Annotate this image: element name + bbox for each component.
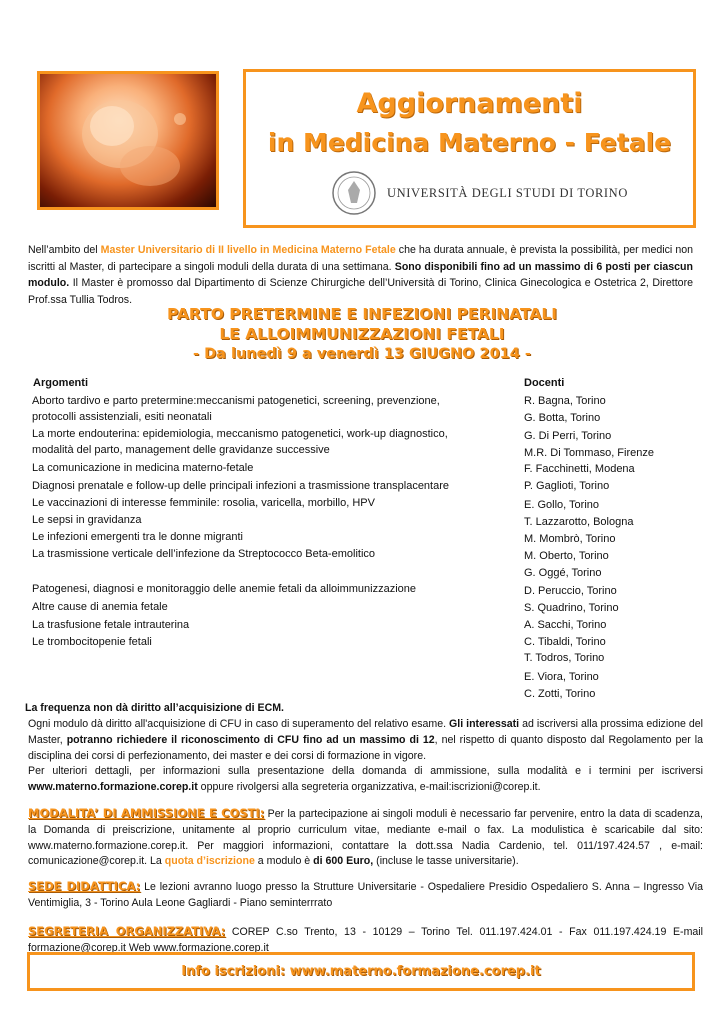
master-name: Master Universitario di II livello in Medicina Materno Fetale: [100, 244, 396, 256]
intro-text: Nell’ambito del: [28, 244, 101, 256]
teacher-item: R. Bagna, Torino: [524, 395, 606, 407]
teacher-item: C. Zotti, Torino: [524, 688, 596, 700]
seats-note: Sono disponibili fino ad un massimo di 6 posti per ciascun modulo.: [28, 260, 694, 289]
teacher-item: E. Gollo, Torino: [524, 499, 600, 511]
topic-item: La comunicazione in medicina materno-fetale: [32, 462, 254, 474]
admission-text: (incluse le tasse universitarie).: [373, 855, 519, 868]
title-box: [243, 69, 696, 228]
teachers-header: Docenti: [524, 377, 565, 389]
module-title-line1: PARTO PRETERMINE E INFEZIONI PERINATALI: [166, 305, 558, 323]
teacher-item: C. Tibaldi, Torino: [524, 636, 606, 648]
topic-item: modalità del parto, management delle gravidanze successive: [32, 444, 330, 456]
admission-text: Per la partecipazione ai singoli moduli è necessario far pervenire, entro la data di scadenza, la Domanda di preiscrizione, unitamente al proprio curriculum vitae, mediante e-mail o fax. La modulistica è scaricabile dal sito: www.materno.formazione.corep.it. Per maggiori informazioni, contattare la dott.ssa Nadia Cardenio, tel. 011/197.424.57 , e-mail: comunicazione@corep.it. La: [28, 808, 703, 868]
teacher-item: G. Di Perri, Torino: [524, 430, 612, 442]
topic-item: Le sepsi in gravidanza: [32, 514, 142, 526]
cfu-text: ad iscriversi alla prossima edizione del Master,: [28, 718, 703, 746]
teacher-item: D. Peruccio, Torino: [524, 585, 617, 597]
teacher-item: T. Todros, Torino: [524, 652, 605, 664]
cfu-bold: Gli interessati: [449, 718, 520, 730]
university-name: UNIVERSITÀ DEGLI STUDI DI TORINO: [387, 185, 628, 200]
teacher-item: M. Oberto, Torino: [524, 550, 609, 562]
topic-item: Diagnosi prenatale e follow-up delle principali infezioni a trasmissione transplacentare: [32, 480, 450, 492]
topic-item: La trasfusione fetale intrauterina: [32, 619, 190, 631]
fee-amount: di 600 Euro,: [313, 855, 374, 868]
topic-item: Le trombocitopenie fetali: [32, 636, 152, 648]
admission-label: MODALITA’ DI AMMISSIONE E COSTI:: [28, 806, 265, 820]
info-box[interactable]: Info iscrizioni: www.materno.formazione.corep.it: [27, 952, 695, 991]
topic-item: Le infezioni emergenti tra le donne migranti: [32, 531, 243, 543]
website-link[interactable]: www.materno.formazione.corep.it: [28, 780, 198, 793]
topic-item: Aborto tardivo e parto pretermine:meccanismi patogenetici, screening, prevenzione,: [32, 395, 440, 407]
admission-text: a modulo è: [254, 855, 314, 868]
teacher-item: M.R. Di Tommaso, Firenze: [524, 447, 654, 459]
teacher-item: E. Viora, Torino: [524, 671, 599, 683]
details-text: oppure rivolgersi alla segreteria organizzativa, e-mail:iscrizioni@corep.it.: [197, 780, 541, 793]
teacher-item: P. Gaglioti, Torino: [524, 480, 610, 492]
venue-text: Le lezioni avranno luogo presso la Strutture Universitarie - Ospedaliere Presidio Ospedaliero S. Anna – Ingresso Via Ventimiglia, 3 - Torino Aula Leone Gagliardi - Piano seminterrrato: [28, 881, 704, 909]
details-paragraph: [28, 764, 703, 796]
details-text: Per ulteriori dettagli, per informazioni sulla presentazione della domanda di ammissione, sulla modalità e i termini per iscriversi: [28, 765, 703, 777]
teacher-item: S. Quadrino, Torino: [524, 602, 619, 614]
fee-label: quota d’iscrizione: [164, 855, 255, 868]
topic-item: La trasmissione verticale dell’infezione da Streptococco Beta-emolitico: [32, 548, 376, 560]
ecm-note: La frequenza non dà diritto all’acquisizione di ECM.: [25, 702, 284, 714]
teacher-item: G. Oggé, Torino: [524, 567, 602, 579]
cfu-bold: potranno richiedere il riconoscimento di CFU fino ad un massimo di 12: [66, 733, 435, 746]
teacher-item: T. Lazzarotto, Bologna: [524, 516, 634, 528]
secretariat-label: SEGRETERIA ORGANIZZATIVA:: [28, 924, 226, 938]
secretariat-text: COREP C.so Trento, 13 - 10129 – Torino Tel. 011.197.424.01 - Fax 011.197.424.19 E-mail formazione@corep.it Web www.formazione.corep.it: [28, 926, 703, 954]
teacher-item: M. Mombrò, Torino: [524, 533, 616, 545]
intro-text: Il Master è promosso dal Dipartimento di Scienze Chirurgiche dell’Università di Torino, Clinica Ginecologica e Ostetrica 2, Direttore Prof.ssa Tullia Todros.: [28, 277, 693, 306]
university-seal-icon: [331, 170, 377, 216]
admission-paragraph: [28, 806, 703, 870]
topic-item: Altre cause di anemia fetale: [32, 601, 168, 613]
title-line2: in Medicina Materno - Fetale: [267, 128, 672, 157]
teacher-item: G. Botta, Torino: [524, 412, 601, 424]
topic-item: La morte endouterina: epidemiologia, meccanismo patogenetici, work-up diagnostico,: [32, 428, 448, 440]
cfu-paragraph: [28, 717, 703, 764]
venue-label: SEDE DIDATTICA:: [28, 879, 141, 893]
cfu-text: Ogni modulo dà diritto all'acquisizione di CFU in caso di superamento del relativo esame.: [28, 718, 450, 730]
teacher-item: F. Facchinetti, Modena: [524, 463, 635, 475]
university-logo: [331, 170, 628, 216]
intro-text: che ha durata annuale, è prevista la possibilità, per medici non iscritti al Master, di partecipare a singoli moduli della durata di una settimana.: [28, 244, 693, 273]
cfu-text: , nel rispetto di quanto disposto dal Regolamento per la disciplina dei corsi di perfezionamento, dei master e dei corsi di formazione in vigore.: [28, 733, 703, 762]
topic-item: Le vaccinazioni di interesse femminile: rosolia, varicella, morbillo, HPV: [32, 497, 375, 509]
fetus-photo: [37, 71, 219, 210]
venue-paragraph: [28, 879, 703, 912]
title-line1: Aggiornamenti: [356, 88, 583, 119]
topic-item: protocolli assistenziali, esiti neonatali: [32, 411, 212, 423]
intro-paragraph: [28, 242, 693, 308]
topics-header: Argomenti: [33, 377, 88, 389]
module-dates: - Da lunedì 9 a venerdì 13 GIUGNO 2014 -: [193, 346, 531, 362]
topic-item: Patogenesi, diagnosi e monitoraggio delle anemie fetali da alloimmunizzazione: [32, 583, 417, 595]
teacher-item: A. Sacchi, Torino: [524, 619, 607, 631]
module-title-line2: LE ALLOIMMUNIZZAZIONI FETALI: [219, 325, 505, 343]
